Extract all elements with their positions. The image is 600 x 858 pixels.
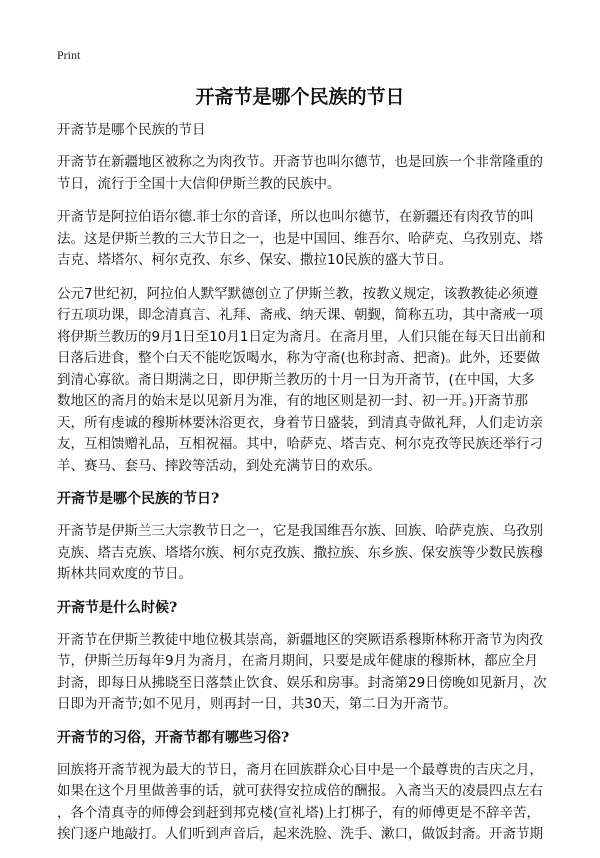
paragraph xyxy=(57,630,557,716)
paragraph-line: 回族将开斋节视为最大的节日，斋月在回族群众心目中是一个最尊贵的吉庆之月， xyxy=(57,761,543,778)
section-heading: 开斋节的习俗，开斋节都有哪些习俗? xyxy=(57,729,290,746)
paragraph-line: 法。这是伊斯兰教的三大节日之一，也是中国回、维吾尔、哈萨克、乌孜别克、塔 xyxy=(57,230,543,247)
paragraph-line: 数地区的斋月的始末是以见新月为准，有的地区则是初一封、初一开。)开斋节那 xyxy=(57,393,529,409)
paragraph-line: 日即为开斋节;如不见月，则再封一日，共30天，第二日为开斋节。 xyxy=(57,696,457,712)
paragraph-line: 节日，流行于全国十大信仰伊斯兰教的民族中。 xyxy=(57,175,341,192)
paragraph xyxy=(57,521,557,586)
page-title: 开斋节是哪个民族的节日 xyxy=(195,86,405,108)
paragraph-line: 日落后进食，整个白天不能吃饭喝水，称为守斋(也称封斋、把斋)。此外，还要做 xyxy=(57,350,541,366)
print-link[interactable]: Print xyxy=(57,48,81,62)
paragraph-line: 斯林共同欢度的节日。 xyxy=(57,566,192,582)
paragraph-line: 开斋节在伊斯兰教徒中地位极其崇高，新疆地区的突厥语系穆斯林称开斋节为肉孜 xyxy=(57,631,543,648)
paragraph-line: 友，互相馈赠礼品，互相祝福。其中，哈萨克、塔吉克、柯尔克孜等民族还举行刁 xyxy=(57,436,543,452)
paragraph-line: 吉克、塔塔尔、柯尔克孜、东乡、保安、撒拉10民族的盛大节日。 xyxy=(57,252,453,268)
paragraph-line: 开斋节是阿拉伯语尔德.菲士尔的音译，所以也叫尔德节，在新疆还有肉孜节的叫 xyxy=(57,209,534,225)
article-blocks xyxy=(57,152,557,846)
article-subtitle: 开斋节是哪个民族的节日 xyxy=(57,122,206,138)
paragraph-line: 克族、塔吉克族、塔塔尔族、柯尔克孜族、撒拉族、东乡族、保安族等少数民族穆 xyxy=(57,544,543,561)
paragraph-line: 如果在这个月里做善事的话，就可获得安拉成倍的酬报。入斋当天的凌晨四点左右 xyxy=(57,783,543,799)
paragraph-line: 天，所有虔诚的穆斯林要沐浴更衣，身着节日盛装，到清真寺做礼拜，人们走访亲 xyxy=(57,414,543,431)
paragraph xyxy=(57,207,557,272)
paragraph-line: 开斋节是伊斯兰三大宗教节日之一，它是我国维吾尔族、回族、哈萨克族、乌孜别 xyxy=(57,523,543,539)
paragraph-line: 到清心寡欲。斋日期满之日，即伊斯兰教历的十月一日为开斋节，(在中国，大多 xyxy=(57,371,535,388)
paragraph-line: 封斋，即每日从拂晓至日落禁止饮食、娱乐和房事。封斋第29日傍晚如见新月，次 xyxy=(57,674,547,691)
paragraph-line: 将伊斯兰教历的9月1日至10月1日定为斋月。在斋月里，人们只能在每天日出前和 xyxy=(57,328,546,345)
paragraph xyxy=(57,152,557,195)
paragraph-line: 节，伊斯兰历每年9月为斋月，在斋月期间，只要是成年健康的穆斯林，都应全月 xyxy=(57,653,539,669)
paragraph-line: 行五项功课，即念清真言、礼拜、斋戒、纳天课、朝觐，简称五功，其中斋戒一项 xyxy=(57,307,543,323)
paragraph-line: 开斋节在新疆地区被称之为肉孜节。开斋节也叫尔德节，也是回族一个非常隆重的 xyxy=(57,154,543,170)
article-body xyxy=(57,120,557,858)
paragraph-line: 羊、赛马、套马、摔跤等活动，到处充满节日的欢乐。 xyxy=(57,457,381,474)
paragraph-line: ，各个清真寺的师傅会到赶到邦克楼(宣礼塔)上打梆子，有的师傅更是不辞辛苦， xyxy=(57,804,541,821)
paragraph xyxy=(57,284,557,478)
paragraph xyxy=(57,760,557,846)
paragraph-line: 公元7世纪初，阿拉伯人默罕默德创立了伊斯兰教，按教义规定，该教教徒必须遵 xyxy=(57,285,539,302)
section-heading: 开斋节是哪个民族的节日? xyxy=(57,491,220,507)
section-heading: 开斋节是什么时候? xyxy=(57,599,178,616)
paragraph-line: 挨门逐户地敲打。人们听到声音后，起来洗脸、洗手、漱口，做饭封斋。开斋节期 xyxy=(57,826,543,842)
